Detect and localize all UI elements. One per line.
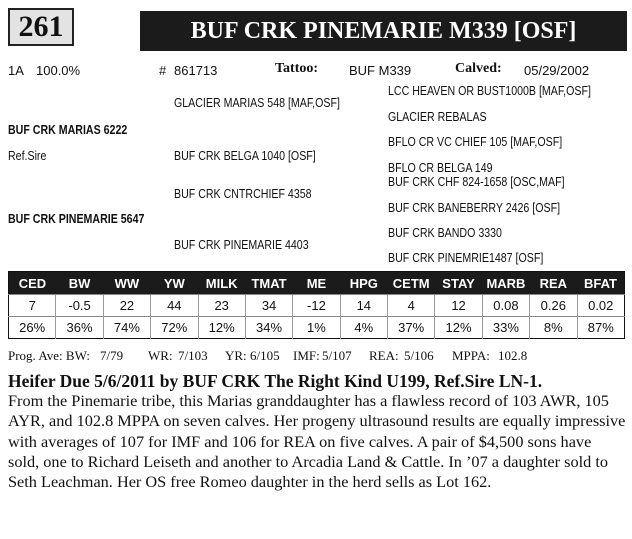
info-code: 1A — [8, 63, 24, 78]
epd-percentile: 8% — [530, 317, 577, 339]
epd-percentile: 34% — [245, 317, 292, 339]
animal-name: BUF CRK PINEMARIE M339 [OSF] — [190, 17, 577, 44]
notes-headline: Heifer Due 5/6/2011 by BUF CRK The Right Kind U199, Ref.Sire LN-1. — [8, 371, 543, 391]
notes-body: From the Pinemarie tribe, this Marias granddaughter has a flawless record of 103 AWR, 105 AYR, and 102.8 MPPA on seven calves. Her progeny ultrasound results are equally impressive with averages of 107 for IMF and 106 for REA on five calves. A pair of $4,500 sons have sold, one to Richard Leiseth and another to Arcadia Land & Cattle. In ’07 a daughter sold to Seth Leachman. Her OS free Romeo daughter in the herd sells as Lot 162. — [8, 391, 626, 492]
prog-imf-value: 5/107 — [322, 348, 352, 363]
epd-value: 44 — [151, 295, 198, 317]
prog-bw-value: 7/79 — [100, 348, 124, 363]
epd-header: BW — [56, 272, 103, 295]
prog-imf-label: IMF: — [293, 348, 320, 363]
pedigree-dss: BUF CRK CHF 824-1658 [OSC,MAF] — [388, 175, 565, 189]
epd-percentile: 36% — [56, 317, 103, 339]
lot-number: 261 — [8, 8, 74, 46]
pedigree-sds: BFLO CR VC CHIEF 105 [MAF,OSF] — [388, 135, 563, 149]
epd-header: REA — [530, 272, 577, 295]
pedigree-ddd: BUF CRK PINEMRIE1487 [OSF] — [388, 251, 544, 265]
epd-percentile: 72% — [151, 317, 198, 339]
info-percent: 100.0% — [36, 63, 81, 78]
prog-mppa-value: 102.8 — [498, 348, 528, 363]
epd-percentile: 33% — [482, 317, 529, 339]
pedigree-sire: BUF CRK MARIAS 6222 — [8, 123, 128, 137]
pedigree-sdd: BFLO CR BELGA 149 — [388, 161, 493, 175]
epd-value: 14 — [340, 295, 387, 317]
epd-percentile: 37% — [388, 317, 435, 339]
pedigree-sire-note: Ref.Sire — [8, 149, 47, 163]
epd-header: BFAT — [577, 272, 625, 295]
prog-rea-label: REA: — [369, 348, 399, 363]
pedigree-sire-dam: BUF CRK BELGA 1040 [OSF] — [174, 149, 316, 163]
epd-value: -0.5 — [56, 295, 103, 317]
epd-header: WW — [103, 272, 150, 295]
epd-table — [8, 271, 625, 339]
epd-header: MARB — [482, 272, 529, 295]
prog-rea-value: 5/106 — [404, 348, 434, 363]
epd-header: CED — [9, 272, 56, 295]
epd-percentile: 12% — [198, 317, 245, 339]
epd-header: ME — [293, 272, 340, 295]
pedigree-dsd: BUF CRK BANEBERRY 2426 [OSF] — [388, 201, 561, 215]
epd-percentile: 87% — [577, 317, 625, 339]
epd-value: 34 — [245, 295, 292, 317]
calved-date: 05/29/2002 — [524, 63, 590, 78]
epd-header: TMAT — [245, 272, 292, 295]
epd-header: STAY — [435, 272, 482, 295]
epd-value: 0.08 — [482, 295, 529, 317]
pedigree-ssd: GLACIER REBALAS — [388, 110, 487, 124]
animal-name-banner — [140, 11, 627, 51]
epd-percentile: 12% — [435, 317, 482, 339]
prog-yr-value: 6/105 — [250, 348, 280, 363]
epd-value: -12 — [293, 295, 340, 317]
calved-label: Calved: — [455, 61, 502, 76]
epd-percentile: 26% — [9, 317, 56, 339]
epd-value: 4 — [388, 295, 435, 317]
epd-percentile: 4% — [340, 317, 387, 339]
prog-mppa-label: MPPA: — [452, 348, 490, 363]
pedigree-sss: LCC HEAVEN OR BUST1000B [MAF,OSF] — [388, 84, 591, 98]
epd-percentile: 74% — [103, 317, 150, 339]
epd-value-row — [9, 295, 625, 317]
epd-header: YW — [151, 272, 198, 295]
prog-wr-label: WR: — [148, 348, 173, 363]
epd-header: MILK — [198, 272, 245, 295]
tattoo-value: BUF M339 — [349, 63, 412, 78]
epd-percentile-row — [9, 317, 625, 339]
reg-number: 861713 — [174, 63, 218, 78]
pedigree-dam-sire: BUF CRK CNTRCHIEF 4358 — [174, 187, 312, 201]
pedigree-dam: BUF CRK PINEMARIE 5647 — [8, 212, 145, 226]
epd-header: HPG — [340, 272, 387, 295]
tattoo-label: Tattoo: — [275, 61, 319, 76]
lot-notes — [8, 371, 626, 492]
epd-value: 0.02 — [577, 295, 625, 317]
epd-value: 0.26 — [530, 295, 577, 317]
pedigree-dam-dam: BUF CRK PINEMARIE 4403 — [174, 238, 309, 252]
epd-percentile: 1% — [293, 317, 340, 339]
epd-value: 22 — [103, 295, 150, 317]
epd-value: 23 — [198, 295, 245, 317]
pedigree-dds: BUF CRK BANDO 3330 — [388, 226, 502, 240]
epd-value: 12 — [435, 295, 482, 317]
epd-header-row — [9, 272, 625, 295]
prog-bw-label: Prog. Ave: BW: — [8, 348, 90, 363]
reg-prefix: # — [159, 63, 167, 78]
prog-wr-value: 7/103 — [178, 348, 208, 363]
epd-header: CETM — [388, 272, 435, 295]
prog-yr-label: YR: — [225, 348, 247, 363]
pedigree-sire-sire: GLACIER MARIAS 548 [MAF,OSF] — [174, 96, 340, 110]
epd-value: 7 — [9, 295, 56, 317]
